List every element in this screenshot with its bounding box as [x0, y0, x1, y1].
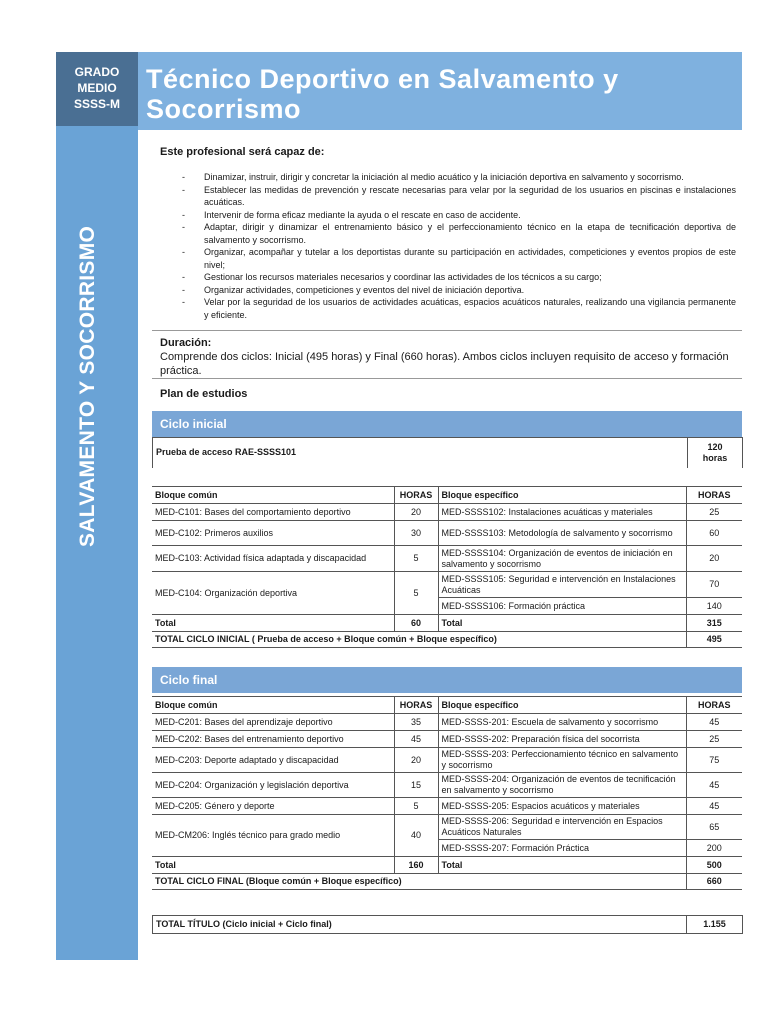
total-comun: 60	[394, 615, 438, 632]
comun-name: MED-C205: Género y deporte	[152, 798, 394, 815]
especifico-horas: 20	[686, 546, 742, 572]
comun-horas: 5	[394, 572, 438, 615]
total-titulo-table	[152, 915, 743, 934]
table-row	[152, 874, 742, 890]
page-title-line: Socorrismo	[146, 94, 302, 124]
prueba-horas-value: 120	[707, 441, 723, 452]
especifico-name: MED-SSSS-206: Seguridad e intervención en Espacios Acuáticos Naturales	[438, 815, 686, 840]
comun-name: MED-C103: Actividad física adaptada y discapacidad	[152, 546, 394, 572]
especifico-horas: 25	[686, 504, 742, 521]
comun-name: MED-C204: Organización y legislación deportiva	[152, 773, 394, 798]
especifico-name: MED-SSSS-207: Formación Práctica	[438, 840, 686, 857]
comun-horas: 35	[394, 714, 438, 731]
especifico-name: MED-SSSS106: Formación práctica	[438, 598, 686, 615]
comun-horas: 5	[394, 798, 438, 815]
table-row	[152, 714, 742, 731]
ciclo-final-table	[152, 696, 742, 890]
total-label: Total	[152, 857, 394, 874]
comun-name: MED-C203: Deporte adaptado y discapacidad	[152, 748, 394, 773]
list-item: - Adaptar, dirigir y dinamizar el entrenamiento básico y el perfeccionamiento técnico en la etapa de tecnificación deportiva de salvamento y socorrismo.	[182, 221, 736, 246]
level-line: SSSS-M	[73, 97, 120, 111]
capacidades-list	[182, 171, 736, 321]
table-row	[152, 504, 742, 521]
ciclo-inicial-table	[152, 486, 742, 648]
header-horas: HORAS	[394, 697, 438, 714]
especifico-horas: 45	[686, 773, 742, 798]
especifico-name: MED-SSSS-205: Espacios acuáticos y materiales	[438, 798, 686, 815]
comun-horas: 20	[394, 504, 438, 521]
especifico-horas: 70	[686, 572, 742, 598]
table-row	[152, 748, 742, 773]
total-ciclo-value: 660	[686, 874, 742, 890]
level-line: GRADO	[74, 65, 120, 79]
especifico-horas: 45	[686, 798, 742, 815]
table-row	[152, 572, 742, 598]
comun-horas: 45	[394, 731, 438, 748]
comun-horas: 20	[394, 748, 438, 773]
header-horas: HORAS	[686, 487, 742, 504]
total-label: Total	[152, 615, 394, 632]
header-bloque-especifico: Bloque específico	[438, 487, 686, 504]
total-label: Total	[438, 615, 686, 632]
comun-name: MED-C101: Bases del comportamiento deportivo	[152, 504, 394, 521]
sidebar	[56, 52, 138, 960]
especifico-name: MED-SSSS-203: Perfeccionamiento técnico en salvamento y socorrismo	[438, 748, 686, 773]
ciclo-final-band: Ciclo final	[152, 667, 742, 693]
especifico-horas: 60	[686, 521, 742, 546]
ciclo-inicial-band: Ciclo inicial	[152, 411, 742, 437]
list-item: - Velar por la seguridad de los usuarios de actividades acuáticas, espacios acuáticos naturales, realizando una vigilancia permanente y eficiente.	[182, 296, 736, 321]
especifico-horas: 200	[686, 840, 742, 857]
duracion-title: Duración:	[160, 337, 212, 349]
table-row	[152, 632, 742, 648]
especifico-horas: 65	[686, 815, 742, 840]
comun-horas: 5	[394, 546, 438, 572]
level-badge	[56, 52, 138, 126]
especifico-horas: 75	[686, 748, 742, 773]
duracion-text: Comprende dos ciclos: Inicial (495 horas) y Final (660 horas). Ambos ciclos incluyen requisito de acceso y formación práctica.	[160, 351, 729, 377]
list-item: - Establecer las medidas de prevención y rescate necesarias para velar por la seguridad de los usuarios en piscinas e instalaciones acuáticas.	[182, 184, 736, 209]
total-ciclo-label: TOTAL CICLO FINAL (Bloque común + Bloque específico)	[152, 874, 686, 890]
total-titulo-value: 1.155	[687, 916, 743, 934]
comun-horas: 40	[394, 815, 438, 857]
table-row	[152, 615, 742, 632]
page-title	[138, 52, 742, 130]
level-line: MEDIO	[77, 81, 117, 95]
especifico-name: MED-SSSS105: Seguridad e intervención en Instalaciones Acuáticas	[438, 572, 686, 598]
comun-name: MED-C102: Primeros auxilios	[152, 521, 394, 546]
table-row	[153, 916, 743, 934]
especifico-name: MED-SSSS104: Organización de eventos de iniciación en salvamento y socorrismo	[438, 546, 686, 572]
total-titulo-label: TOTAL TÍTULO (Ciclo inicial + Ciclo final)	[153, 916, 687, 934]
table-row	[152, 731, 742, 748]
total-label: Total	[438, 857, 686, 874]
list-item: - Organizar, acompañar y tutelar a los deportistas durante su participación en actividades, competiciones y eventos propios de este nivel;	[182, 246, 736, 271]
comun-name: MED-CM206: Inglés técnico para grado medio	[152, 815, 394, 857]
comun-horas: 15	[394, 773, 438, 798]
comun-horas: 30	[394, 521, 438, 546]
divider	[152, 330, 742, 331]
especifico-horas: 45	[686, 714, 742, 731]
table-row	[152, 857, 742, 874]
vertical-title: SALVAMENTO Y SOCORRISMO	[76, 225, 99, 547]
table-row	[152, 546, 742, 572]
total-ciclo-value: 495	[686, 632, 742, 648]
total-especifico: 500	[686, 857, 742, 874]
table-row	[153, 438, 743, 468]
capacidades-title: Este profesional será capaz de:	[160, 146, 325, 158]
list-item: - Intervenir de forma eficaz mediante la ayuda o el rescate en caso de accidente.	[182, 209, 736, 222]
table-row	[152, 487, 742, 504]
especifico-horas: 25	[686, 731, 742, 748]
especifico-name: MED-SSSS103: Metodología de salvamento y socorrismo	[438, 521, 686, 546]
list-item: - Organizar actividades, competiciones y eventos del nivel de iniciación deportiva.	[182, 284, 736, 297]
header-bloque-especifico: Bloque específico	[438, 697, 686, 714]
especifico-name: MED-SSSS-204: Organización de eventos de tecnificación en salvamento y socorrismo	[438, 773, 686, 798]
prueba-horas	[688, 438, 743, 468]
page-title-line: Técnico Deportivo en Salvamento y	[146, 64, 619, 94]
table-row	[152, 798, 742, 815]
header-bloque-comun: Bloque común	[152, 697, 394, 714]
header-bloque-comun: Bloque común	[152, 487, 394, 504]
especifico-name: MED-SSSS102: Instalaciones acuáticas y materiales	[438, 504, 686, 521]
comun-name: MED-C201: Bases del aprendizaje deportivo	[152, 714, 394, 731]
total-ciclo-label: TOTAL CICLO INICIAL ( Prueba de acceso + Bloque común + Bloque específico)	[152, 632, 686, 648]
especifico-horas: 140	[686, 598, 742, 615]
comun-name: MED-C104: Organización deportiva	[152, 572, 394, 615]
prueba-horas-unit: horas	[702, 452, 728, 463]
table-row	[152, 697, 742, 714]
header-horas: HORAS	[686, 697, 742, 714]
comun-name: MED-C202: Bases del entrenamiento deportivo	[152, 731, 394, 748]
total-comun: 160	[394, 857, 438, 874]
prueba-acceso-table	[152, 437, 743, 468]
especifico-name: MED-SSSS-201: Escuela de salvamento y socorrismo	[438, 714, 686, 731]
divider	[152, 378, 742, 379]
table-row	[152, 773, 742, 798]
list-item: - Dinamizar, instruir, dirigir y concretar la iniciación al medio acuático y la iniciación deportiva en salvamento y socorrismo.	[182, 171, 736, 184]
total-especifico: 315	[686, 615, 742, 632]
header-horas: HORAS	[394, 487, 438, 504]
especifico-name: MED-SSSS-202: Preparación física del socorrista	[438, 731, 686, 748]
table-row	[152, 815, 742, 840]
plan-title: Plan de estudios	[160, 388, 248, 400]
list-item: - Gestionar los recursos materiales necesarios y coordinar las actividades de los técnicos a su cargo;	[182, 271, 736, 284]
prueba-label: Prueba de acceso RAE-SSSS101	[153, 438, 688, 468]
table-row	[152, 521, 742, 546]
